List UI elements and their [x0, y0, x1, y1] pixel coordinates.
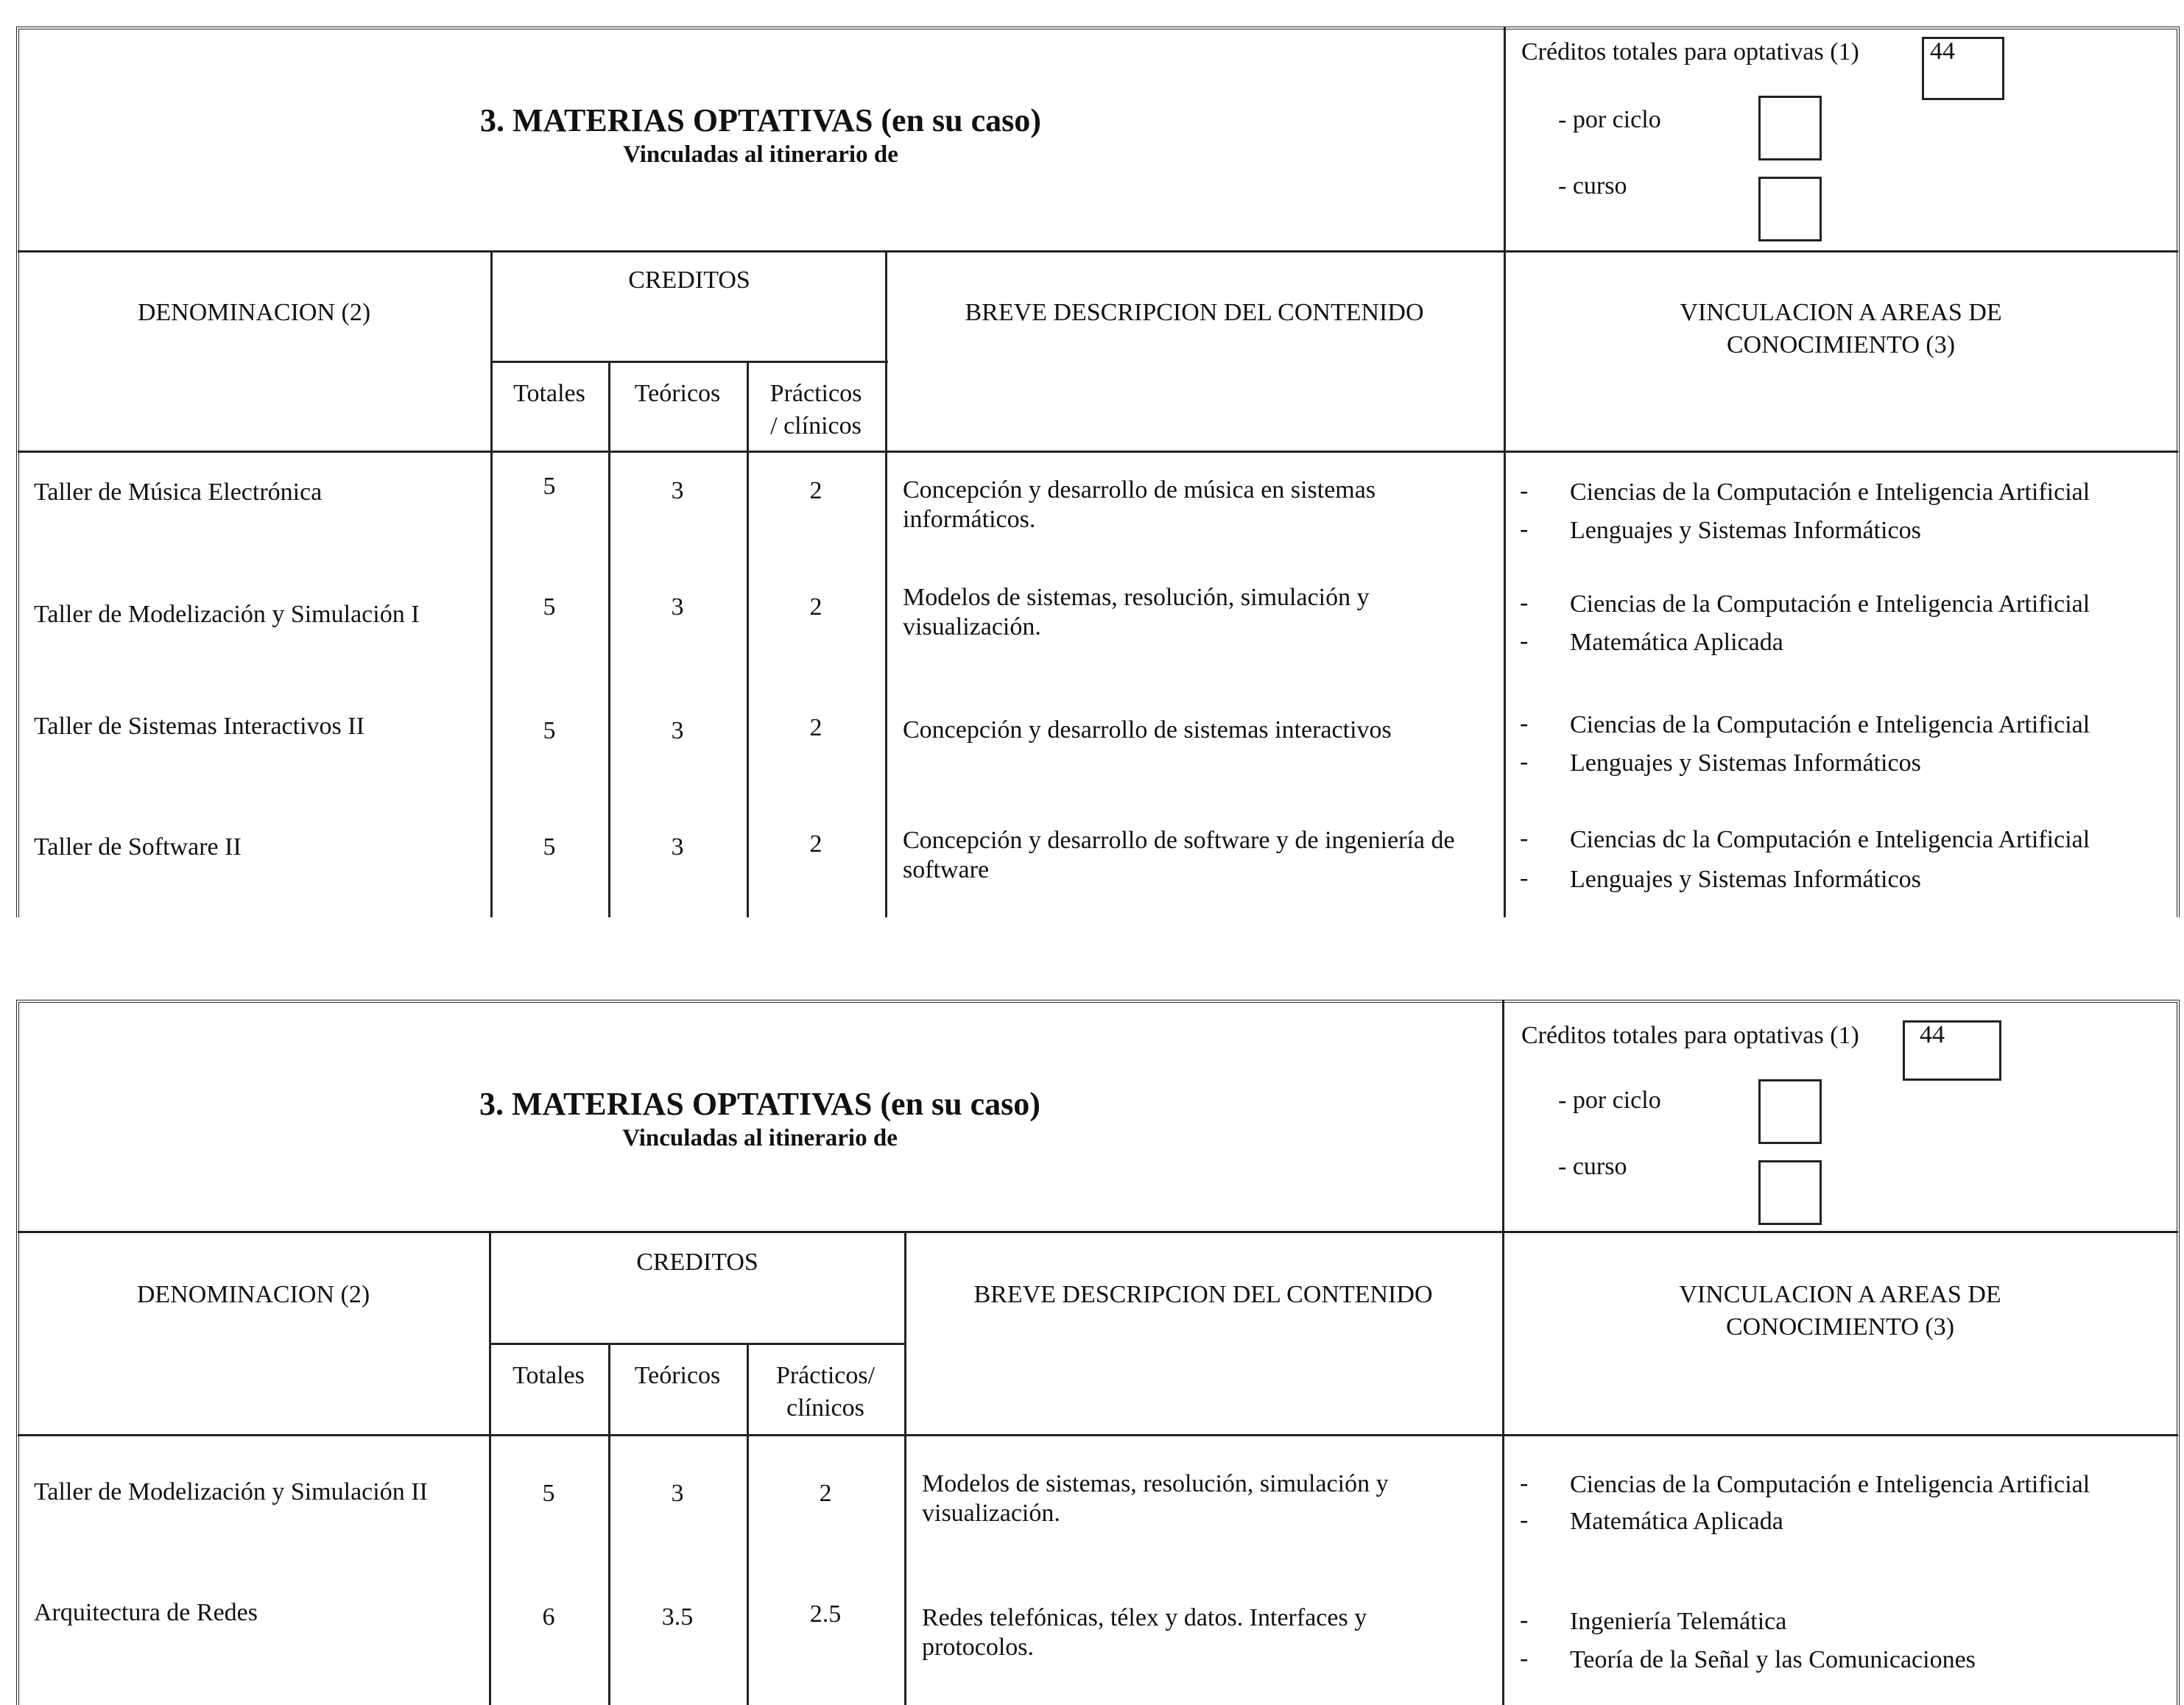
row-teoricos: 3 — [671, 1480, 684, 1507]
area-bullet: - — [1520, 1645, 1529, 1672]
row-name: Arquitectura de Redes — [34, 1599, 258, 1626]
area-bullet: - — [1520, 1606, 1529, 1634]
header-vinculacion: VINCULACION A AREAS DE — [1680, 299, 2002, 326]
row-area: Ciencias dc la Computación e Inteligencia Artificial — [1570, 826, 2090, 853]
area-bullet: - — [1520, 477, 1529, 504]
header-practicos: clínicos — [786, 1394, 864, 1422]
credits-total-box — [1922, 37, 2004, 100]
row-totales: 5 — [543, 473, 556, 500]
per-cycle-label: - por ciclo — [1558, 106, 1661, 133]
divider — [490, 250, 493, 917]
row-practicos: 2 — [809, 830, 822, 858]
per-cycle-box — [1758, 1079, 1822, 1144]
area-bullet: - — [1520, 627, 1529, 654]
row-area: Lenguajes y Sistemas Informáticos — [1570, 517, 1921, 544]
row-teoricos: 3 — [671, 717, 684, 744]
row-description: Modelos de sistemas, resolución, simulación y visualización. — [922, 1470, 1389, 1527]
row-area: Matemática Aplicada — [1570, 629, 1783, 656]
row-name: Taller de Modelización y Simulación I — [34, 601, 420, 628]
per-cycle-label: - por ciclo — [1558, 1087, 1661, 1114]
row-practicos: 2 — [809, 477, 822, 504]
row-practicos: 2 — [809, 593, 822, 621]
credits-total-value: 44 — [1930, 38, 1955, 65]
row-area: Lenguajes y Sistemas Informáticos — [1570, 749, 1921, 777]
area-bullet: - — [1520, 1506, 1529, 1533]
divider — [18, 1231, 2178, 1233]
header-denominacion: DENOMINACION (2) — [136, 1281, 370, 1308]
area-bullet: - — [1520, 748, 1529, 775]
divider — [608, 1343, 610, 1705]
header-denominacion: DENOMINACION (2) — [137, 299, 371, 326]
header-vinculacion: CONOCIMIENTO (3) — [1725, 1313, 1955, 1341]
credits-total-box — [1903, 1020, 2001, 1081]
row-area: Ciencias de la Computación e Inteligencia Artificial — [1570, 711, 2090, 738]
row-name: Taller de Software II — [34, 833, 242, 861]
row-name: Taller de Música Electrónica — [34, 479, 323, 506]
divider — [489, 1231, 491, 1705]
divider — [489, 1343, 906, 1345]
row-practicos: 2 — [819, 1480, 832, 1507]
credits-total-value: 44 — [1920, 1021, 1945, 1048]
area-bullet: - — [1520, 864, 1529, 892]
divider — [18, 250, 2178, 253]
divider — [1502, 1000, 1504, 1705]
header-descripcion: BREVE DESCRIPCION DEL CONTENIDO — [965, 299, 1424, 326]
row-area: Teoría de la Señal y las Comunicaciones — [1570, 1646, 1976, 1673]
header-practicos: / clínicos — [770, 412, 862, 440]
per-course-label: - curso — [1558, 1153, 1627, 1180]
header-totales: Totales — [513, 380, 585, 407]
section-title: 3. MATERIAS OPTATIVAS (en su caso) — [480, 102, 1041, 138]
header-totales: Totales — [512, 1362, 585, 1389]
header-practicos: Prácticos/ — [775, 1362, 876, 1389]
divider — [490, 361, 888, 363]
divider — [1504, 27, 1506, 917]
header-teoricos: Teóricos — [634, 380, 721, 407]
per-cycle-box — [1758, 96, 1822, 160]
area-bullet: - — [1520, 1469, 1529, 1497]
area-bullet: - — [1520, 515, 1529, 543]
section-subtitle: Vinculadas al itinerario de — [623, 141, 898, 168]
row-description: Concepción y desarrollo de software y de ingeniería de software — [903, 827, 1455, 883]
row-area: Lenguajes y Sistemas Informáticos — [1570, 866, 1921, 893]
header-vinculacion: VINCULACION A AREAS DE — [1679, 1281, 2001, 1308]
row-area: Ciencias de la Computación e Inteligencia Artificial — [1570, 479, 2090, 506]
row-description: Modelos de sistemas, resolución, simulación y visualización. — [903, 584, 1370, 640]
header-teoricos: Teóricos — [634, 1362, 721, 1389]
row-totales: 5 — [542, 1480, 555, 1507]
row-name: Taller de Sistemas Interactivos II — [34, 713, 364, 740]
row-totales: 6 — [542, 1603, 555, 1631]
area-bullet: - — [1520, 710, 1529, 737]
credits-total-label: Créditos totales para optativas (1) — [1521, 1022, 1859, 1049]
row-area: Ciencias de la Computación e Inteligencia Artificial — [1570, 590, 2090, 618]
row-area: Ciencias de la Computación e Inteligencia Artificial — [1570, 1471, 2090, 1498]
row-teoricos: 3 — [671, 477, 684, 504]
section-title: 3. MATERIAS OPTATIVAS (en su caso) — [479, 1086, 1040, 1122]
row-practicos: 2 — [809, 714, 822, 741]
row-name: Taller de Modelización y Simulación II — [34, 1478, 428, 1505]
row-totales: 5 — [543, 717, 556, 744]
row-totales: 5 — [543, 593, 556, 621]
divider — [18, 1434, 2178, 1436]
area-bullet: - — [1520, 825, 1529, 852]
section-subtitle: Vinculadas al itinerario de — [622, 1125, 898, 1151]
divider — [18, 451, 2178, 453]
row-practicos: 2.5 — [809, 1600, 842, 1628]
divider — [885, 250, 887, 917]
header-creditos: CREDITOS — [628, 266, 750, 294]
header-practicos: Prácticos — [769, 380, 862, 407]
per-course-box — [1758, 1160, 1822, 1225]
row-area: Matemática Aplicada — [1570, 1508, 1783, 1535]
row-totales: 5 — [543, 833, 556, 861]
area-bullet: - — [1520, 589, 1529, 616]
row-teoricos: 3.5 — [661, 1603, 694, 1631]
per-course-box — [1758, 177, 1822, 241]
row-teoricos: 3 — [671, 593, 684, 621]
header-creditos: CREDITOS — [636, 1249, 758, 1276]
credits-total-label: Créditos totales para optativas (1) — [1521, 38, 1859, 66]
header-vinculacion: CONOCIMIENTO (3) — [1726, 331, 1956, 359]
row-description: Concepción y desarrollo de música en sistemas informáticos. — [903, 476, 1376, 533]
row-teoricos: 3 — [671, 833, 684, 861]
row-description: Redes telefónicas, télex y datos. Interfaces y protocolos. — [922, 1604, 1367, 1661]
header-descripcion: BREVE DESCRIPCION DEL CONTENIDO — [973, 1281, 1433, 1308]
per-course-label: - curso — [1558, 172, 1627, 200]
row-description: Concepción y desarrollo de sistemas interactivos — [903, 716, 1392, 744]
row-area: Ingeniería Telemática — [1570, 1608, 1787, 1635]
